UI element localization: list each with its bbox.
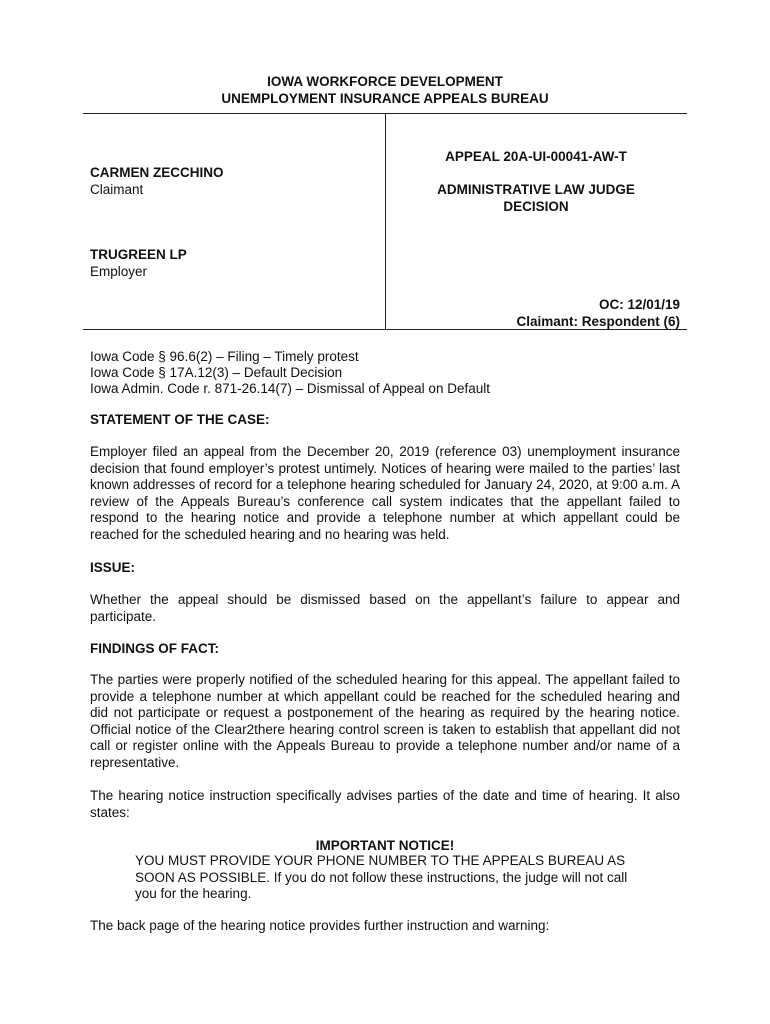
notice-title: IMPORTANT NOTICE! xyxy=(315,838,455,853)
citation: Iowa Code § 17A.12(3) – Default Decision xyxy=(90,365,343,380)
oc-date: OC: 12/01/19 xyxy=(598,297,680,312)
statement-heading: STATEMENT OF THE CASE: xyxy=(90,412,270,427)
notice-text: YOU MUST PROVIDE YOUR PHONE NUMBER TO THE APPEALS BUREAU AS SOON AS POSSIBLE. If you do not follow these instructions, the judge will not call you for the hearing. xyxy=(135,853,628,901)
bureau-name: UNEMPLOYMENT INSURANCE APPEALS BUREAU xyxy=(221,91,549,106)
employer-name: TRUGREEN LP xyxy=(90,247,187,262)
decision-title-line1: ADMINISTRATIVE LAW JUDGE xyxy=(437,182,635,197)
claimant-role: Claimant xyxy=(90,182,144,197)
appeal-number: APPEAL 20A-UI-00041-AW-T xyxy=(445,149,627,164)
back-page-text: The back page of the hearing notice provides further instruction and warning: xyxy=(90,918,550,933)
statement-text: Employer filed an appeal from the December 20, 2019 (reference 03) unemployment insurance decision that found employer’s protest untimely. Notices of hearing were mailed to the parties’ last known addresses of record for a telephone hearing scheduled for January 24, 2020, at 9:00 a.m. A review of the Appeals Bureau’s conference call system indicates that the appellant failed to respond to the hearing notice and provide a telephone number at which appellant could be reached for the scheduled hearing and no hearing was held. xyxy=(90,444,680,542)
issue-heading: ISSUE: xyxy=(90,560,136,575)
issue-text: Whether the appeal should be dismissed based on the appellant’s failure to appear and participate. xyxy=(90,592,680,624)
claimant-name: CARMEN ZECCHINO xyxy=(90,165,224,180)
agency-name: IOWA WORKFORCE DEVELOPMENT xyxy=(267,74,503,89)
findings-heading: FINDINGS OF FACT: xyxy=(90,641,219,656)
employer-role: Employer xyxy=(90,264,148,279)
citation: Iowa Admin. Code r. 871-26.14(7) – Dismissal of Appeal on Default xyxy=(90,381,490,396)
citation: Iowa Code § 96.6(2) – Filing – Timely protest xyxy=(90,349,359,364)
instruction-text: The hearing notice instruction specifically advises parties of the date and time of hearing. It also states: xyxy=(90,788,680,820)
claimant-status: Claimant: Respondent (6) xyxy=(516,314,680,329)
findings-text: The parties were properly notified of the scheduled hearing for this appeal. The appellant failed to provide a telephone number at which appellant could be reached for the scheduled hearing and did not participate or request a postponement of the hearing as required by the hearing notice. Official notice of the Clear2there hearing control screen is taken to establish that appellant did not call or register online with the Appeals Bureau to provide a telephone number and/or name of a representative. xyxy=(90,672,680,770)
decision-title-line2: DECISION xyxy=(503,199,569,214)
